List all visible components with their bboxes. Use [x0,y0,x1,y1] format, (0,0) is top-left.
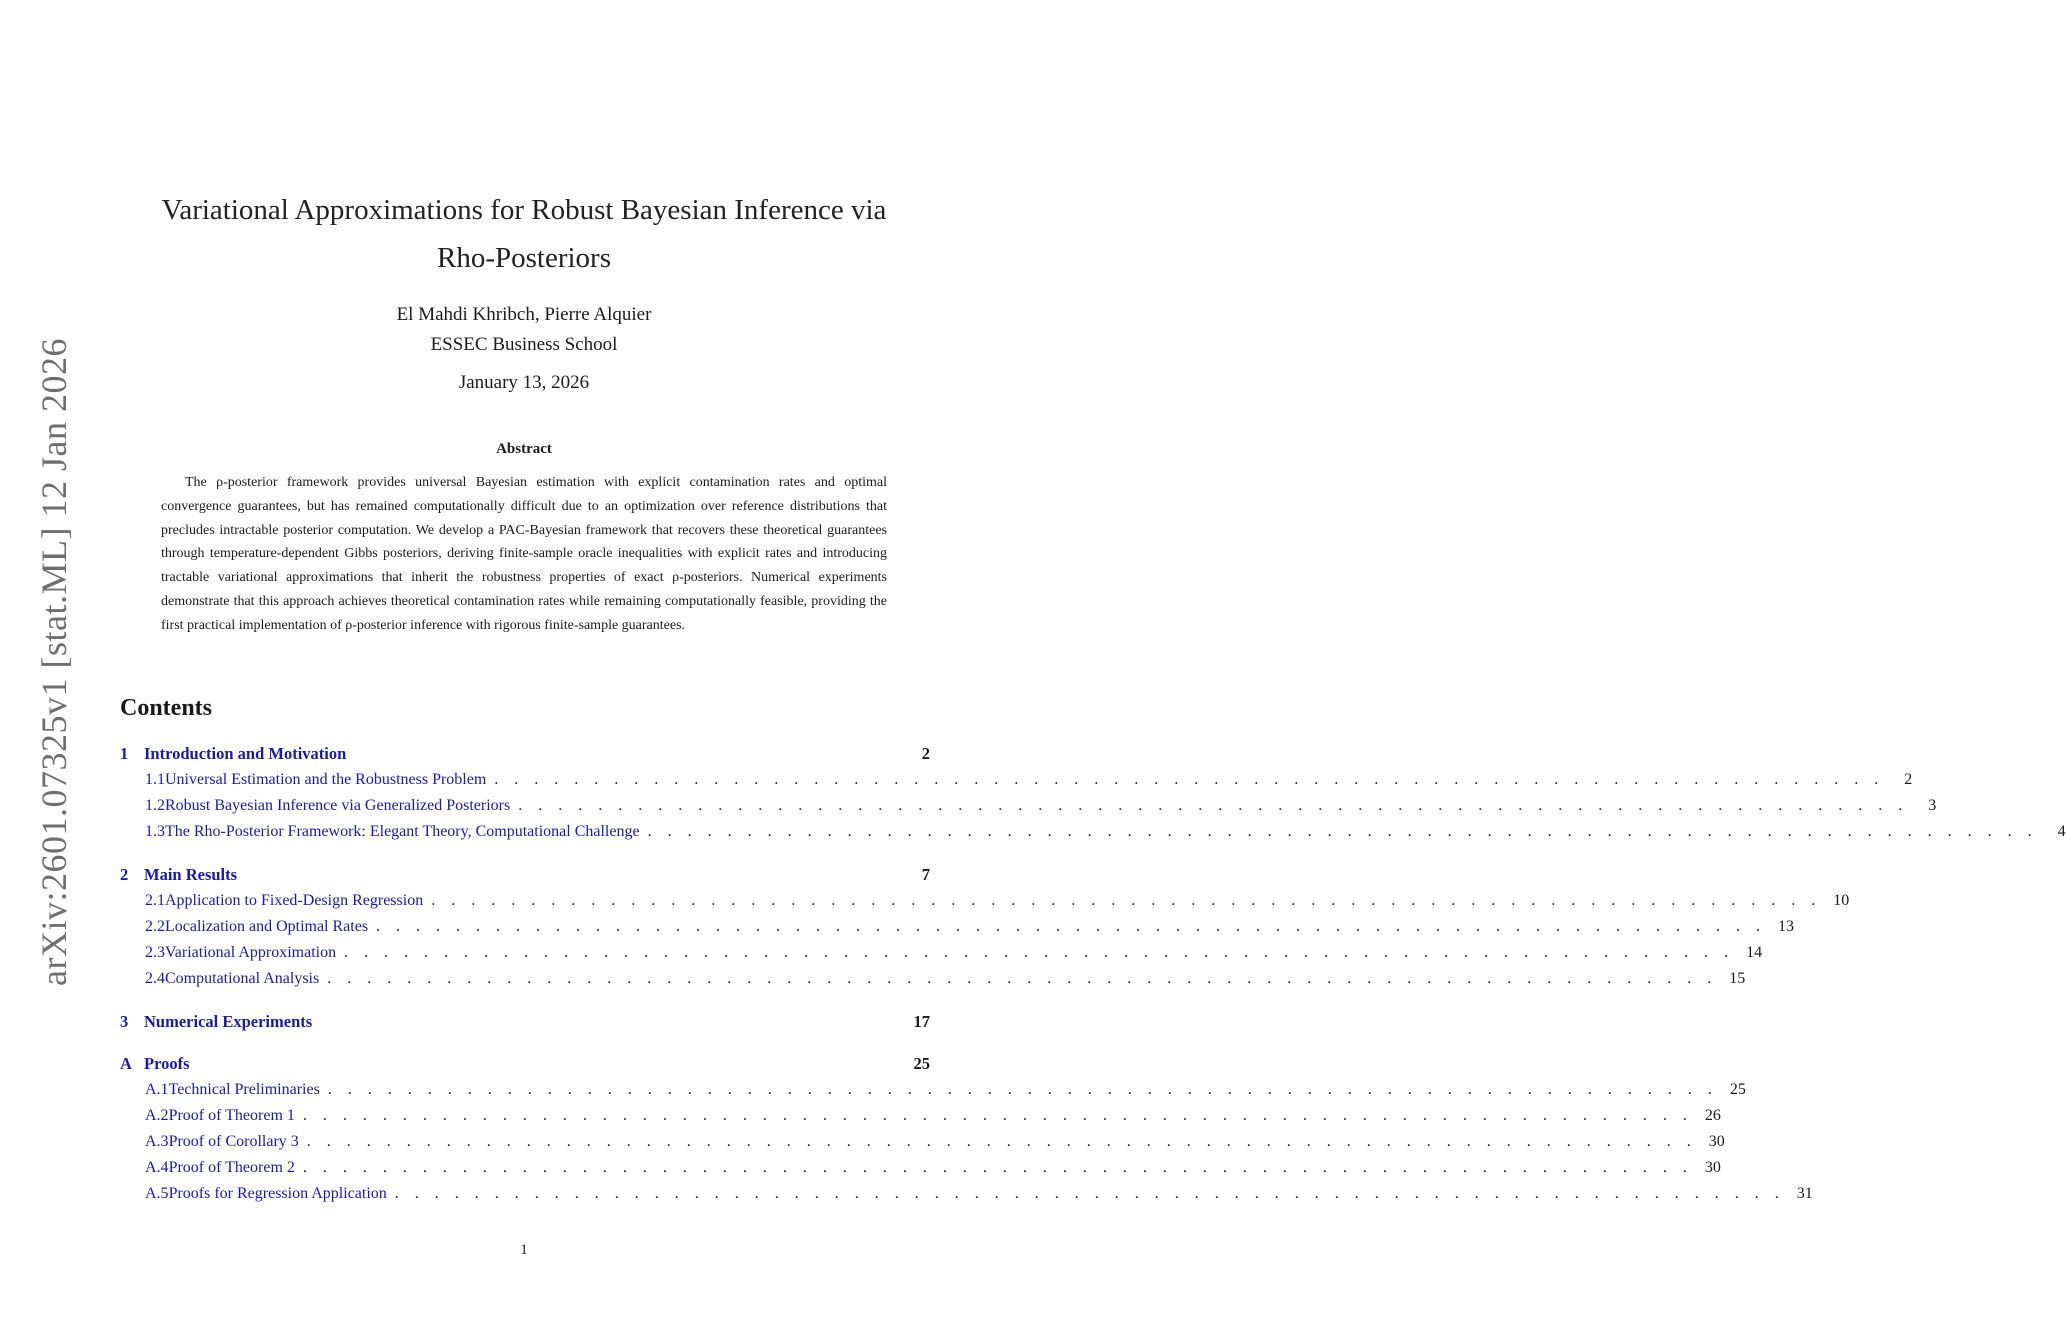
toc-leader-dots: . . . . . . . . . . . . . . . . . . . . . . . . . . . . . . . . . . . . . . . . . . . . . . . . . . . . . . . . . . . . . . . . . . . . . . [302,1107,1693,1124]
toc-number: 1.3 [145,823,165,840]
toc-label: Proof of Corollary 3 [168,1133,299,1150]
toc-page: 3 [1928,797,1937,814]
toc-number: 2.3 [145,944,165,961]
toc-leader-dots: . . . . . . . . . . . . . . . . . . . . . . . . . . . . . . . . . . . . . . . . . . . . . . . . . . . . . . . . . . . . . . . . . . . . . . [344,944,1735,961]
toc-label: Localization and Optimal Rates [165,918,369,935]
toc-page: 14 [1746,944,1763,961]
toc-page: 31 [1796,1185,1813,1202]
toc-number: 3 [120,1012,129,1031]
page-number: 1 [520,1242,528,1258]
toc-number: A.2 [145,1107,169,1124]
author-block [130,300,918,360]
toc-subsection-a-4[interactable] [145,1159,1721,1183]
toc-leader-dots: . . . . . . . . . . . . . . . . . . . . . . . . . . . . . . . . . . . . . . . . . . . . . . . . . . . . . . . . . . . . . . . . . . . . . . [647,823,2038,840]
toc-appendix-a[interactable] [120,1054,930,1078]
toc-subsection-a-3[interactable] [145,1133,1725,1157]
toc-number: 1.2 [145,797,165,814]
toc-subsection-a-2[interactable] [145,1107,1721,1131]
toc-subsection-2-2[interactable] [145,918,1795,942]
toc-number: 2 [120,865,129,884]
toc-page: 26 [1704,1107,1721,1124]
toc-label: Proofs for Regression Application [168,1185,387,1202]
toc-number: A [120,1054,132,1073]
toc-label: Proof of Theorem 1 [168,1107,295,1124]
toc-section-3[interactable] [120,1012,930,1036]
toc-page: 10 [1833,892,1850,909]
toc-leader-dots: . . . . . . . . . . . . . . . . . . . . . . . . . . . . . . . . . . . . . . . . . . . . . . . . . . . . . . . . . . . . . . . . . . . . . . [302,1159,1693,1176]
toc-number: A.5 [145,1185,169,1202]
title-line-2: Rho-Posteriors [437,242,611,274]
toc-number: 2.4 [145,970,165,987]
toc-section-1[interactable] [120,744,930,768]
toc-subsection-1-1[interactable] [145,771,1913,795]
contents-heading: Contents [120,695,213,721]
toc-page: 15 [1729,970,1746,987]
toc-page: 17 [913,1012,930,1031]
toc-subsection-2-4[interactable] [145,970,1746,994]
toc-page: 13 [1778,918,1795,935]
toc-label: Introduction and Motivation [144,744,347,763]
toc-label: Proof of Theorem 2 [168,1159,295,1176]
toc-label: Numerical Experiments [144,1012,313,1031]
toc-subsection-1-3[interactable] [145,823,2066,847]
toc-number: A.1 [145,1081,169,1098]
toc-label: Proofs [144,1054,190,1073]
toc-label: Main Results [144,865,238,884]
toc-leader-dots: . . . . . . . . . . . . . . . . . . . . . . . . . . . . . . . . . . . . . . . . . . . . . . . . . . . . . . . . . . . . . . . . . . . . . . [376,918,1767,935]
toc-leader-dots: . . . . . . . . . . . . . . . . . . . . . . . . . . . . . . . . . . . . . . . . . . . . . . . . . . . . . . . . . . . . . . . . . . . . . . [394,1185,1785,1202]
toc-number: 2.1 [145,892,165,909]
paper-title [130,186,918,282]
abstract-heading: Abstract [496,441,552,457]
toc-label: Robust Bayesian Inference via Generalized Posteriors [165,797,511,814]
toc-leader-dots: . . . . . . . . . . . . . . . . . . . . . . . . . . . . . . . . . . . . . . . . . . . . . . . . . . . . . . . . . . . . . . . . . . . . . . [431,892,1822,909]
toc-leader-dots: . . . . . . . . . . . . . . . . . . . . . . . . . . . . . . . . . . . . . . . . . . . . . . . . . . . . . . . . . . . . . . . . . . . . . . [327,1081,1718,1098]
toc-number: A.4 [145,1159,169,1176]
toc-number: A.3 [145,1133,169,1150]
toc-label: Technical Preliminaries [168,1081,320,1098]
toc-number: 1 [120,744,129,763]
toc-page: 30 [1704,1159,1721,1176]
arxiv-identifier-stamp[interactable]: arXiv:2601.07325v1 [stat.ML] 12 Jan 2026 [34,338,74,986]
toc-label: The Rho-Posterior Framework: Elegant Theory, Computational Challenge [165,823,640,840]
publication-date: January 13, 2026 [458,372,590,393]
toc-subsection-a-5[interactable] [145,1185,1813,1209]
toc-leader-dots: . . . . . . . . . . . . . . . . . . . . . . . . . . . . . . . . . . . . . . . . . . . . . . . . . . . . . . . . . . . . . . . . . . . . . . [306,1133,1697,1150]
affiliation: ESSEC Business School [430,334,618,355]
abstract-text: The ρ-posterior framework provides universal Bayesian estimation with explicit contamination rates and optimal convergence guarantees, but has remained computationally difficult due to an optimization over reference distributions that precludes intractable posterior computation. We develop a PAC-Bayesian framework that recovers these theoretical guarantees through temperature-dependent Gibbs posteriors, deriving finite-sample oracle inequalities with explicit rates and introducing tractable variational approximations that inherit the robustness properties of exact ρ-posteriors. Numerical experiments demonstrate that this approach achieves theoretical contamination rates while remaining computationally feasible, providing the first practical implementation of ρ-posterior inference with rigorous finite-sample guarantees. [161,475,887,633]
toc-leader-dots: . . . . . . . . . . . . . . . . . . . . . . . . . . . . . . . . . . . . . . . . . . . . . . . . . . . . . . . . . . . . . . . . . . . . . . [327,970,1718,987]
toc-number: 2.2 [145,918,165,935]
toc-page: 25 [1729,1081,1746,1098]
toc-page: 25 [913,1054,930,1073]
authors: El Mahdi Khribch, Pierre Alquier [396,304,652,325]
toc-leader-dots: . . . . . . . . . . . . . . . . . . . . . . . . . . . . . . . . . . . . . . . . . . . . . . . . . . . . . . . . . . . . . . . . . . . . . . [518,797,1909,814]
toc-page: 2 [1904,771,1913,788]
toc-subsection-1-2[interactable] [145,797,1937,821]
toc-subsection-2-3[interactable] [145,944,1763,968]
toc-label: Computational Analysis [165,970,320,987]
toc-page: 2 [921,744,930,763]
toc-leader-dots: . . . . . . . . . . . . . . . . . . . . . . . . . . . . . . . . . . . . . . . . . . . . . . . . . . . . . . . . . . . . . . . . . . . . . . [494,771,1885,788]
toc-page: 30 [1708,1133,1725,1150]
toc-label: Application to Fixed-Design Regression [165,892,424,909]
toc-subsection-2-1[interactable] [145,892,1850,916]
toc-section-2[interactable] [120,865,930,889]
toc-page: 7 [921,865,930,884]
toc-label: Variational Approximation [165,944,337,961]
toc-page: 4 [2057,823,2066,840]
title-line-1: Variational Approximations for Robust Bayesian Inference via [161,194,887,226]
toc-subsection-a-1[interactable] [145,1081,1746,1105]
toc-number: 1.1 [145,771,165,788]
toc-label: Universal Estimation and the Robustness Problem [165,771,487,788]
